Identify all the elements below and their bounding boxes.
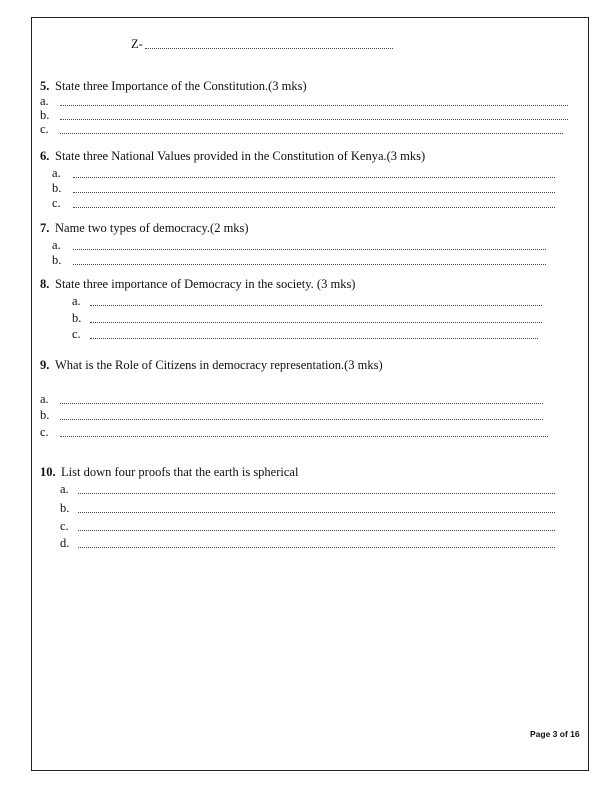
answer-line[interactable] <box>90 305 542 306</box>
question-number: 6. <box>40 149 50 163</box>
page-border <box>31 17 589 771</box>
answer-line[interactable] <box>60 403 543 404</box>
item-label: c. <box>52 196 61 210</box>
item-label: b. <box>52 253 62 267</box>
item-label: a. <box>40 392 49 406</box>
answer-line[interactable] <box>73 207 555 208</box>
answer-line[interactable] <box>78 530 555 531</box>
item-label: c. <box>72 327 81 341</box>
question-number: 10. <box>40 465 56 479</box>
item-label: d. <box>60 536 70 550</box>
answer-line[interactable] <box>60 105 568 106</box>
item-label: b. <box>52 181 62 195</box>
item-label: a. <box>52 166 61 180</box>
answer-line[interactable] <box>73 177 555 178</box>
question-text: List down four proofs that the earth is spherical <box>61 465 299 479</box>
answer-line[interactable] <box>73 192 555 193</box>
question-number: 9. <box>40 358 50 372</box>
answer-line[interactable] <box>90 322 542 323</box>
item-label: c. <box>60 519 69 533</box>
answer-line[interactable] <box>78 512 555 513</box>
question-text: Name two types of democracy.(2 mks) <box>55 221 249 235</box>
question-number: 5. <box>40 79 50 93</box>
question-text: State three Importance of the Constitution.(3 mks) <box>55 79 307 93</box>
item-label: a. <box>40 94 49 108</box>
item-label: a. <box>60 482 69 496</box>
item-label: a. <box>72 294 81 308</box>
item-label: b. <box>40 408 50 422</box>
item-label: a. <box>52 238 61 252</box>
answer-line[interactable] <box>60 436 548 437</box>
item-label: c. <box>40 425 49 439</box>
question-text: What is the Role of Citizens in democracy representation.(3 mks) <box>55 358 383 372</box>
answer-line[interactable] <box>145 48 393 49</box>
question-number: 7. <box>40 221 50 235</box>
answer-line[interactable] <box>78 493 555 494</box>
answer-line[interactable] <box>73 264 546 265</box>
question-number: 8. <box>40 277 50 291</box>
answer-line[interactable] <box>60 119 568 120</box>
answer-line[interactable] <box>60 419 543 420</box>
header-prefix: Z- <box>131 37 143 51</box>
item-label: b. <box>60 501 70 515</box>
answer-line[interactable] <box>73 249 546 250</box>
question-text: State three importance of Democracy in the society. (3 mks) <box>55 277 356 291</box>
answer-line[interactable] <box>90 338 538 339</box>
question-text: State three National Values provided in the Constitution of Kenya.(3 mks) <box>55 149 426 163</box>
page-number: Page 3 of 16 <box>530 729 580 739</box>
answer-line[interactable] <box>78 547 555 548</box>
item-label: b. <box>72 311 82 325</box>
item-label: c. <box>40 122 49 136</box>
answer-line[interactable] <box>60 133 563 134</box>
item-label: b. <box>40 108 50 122</box>
